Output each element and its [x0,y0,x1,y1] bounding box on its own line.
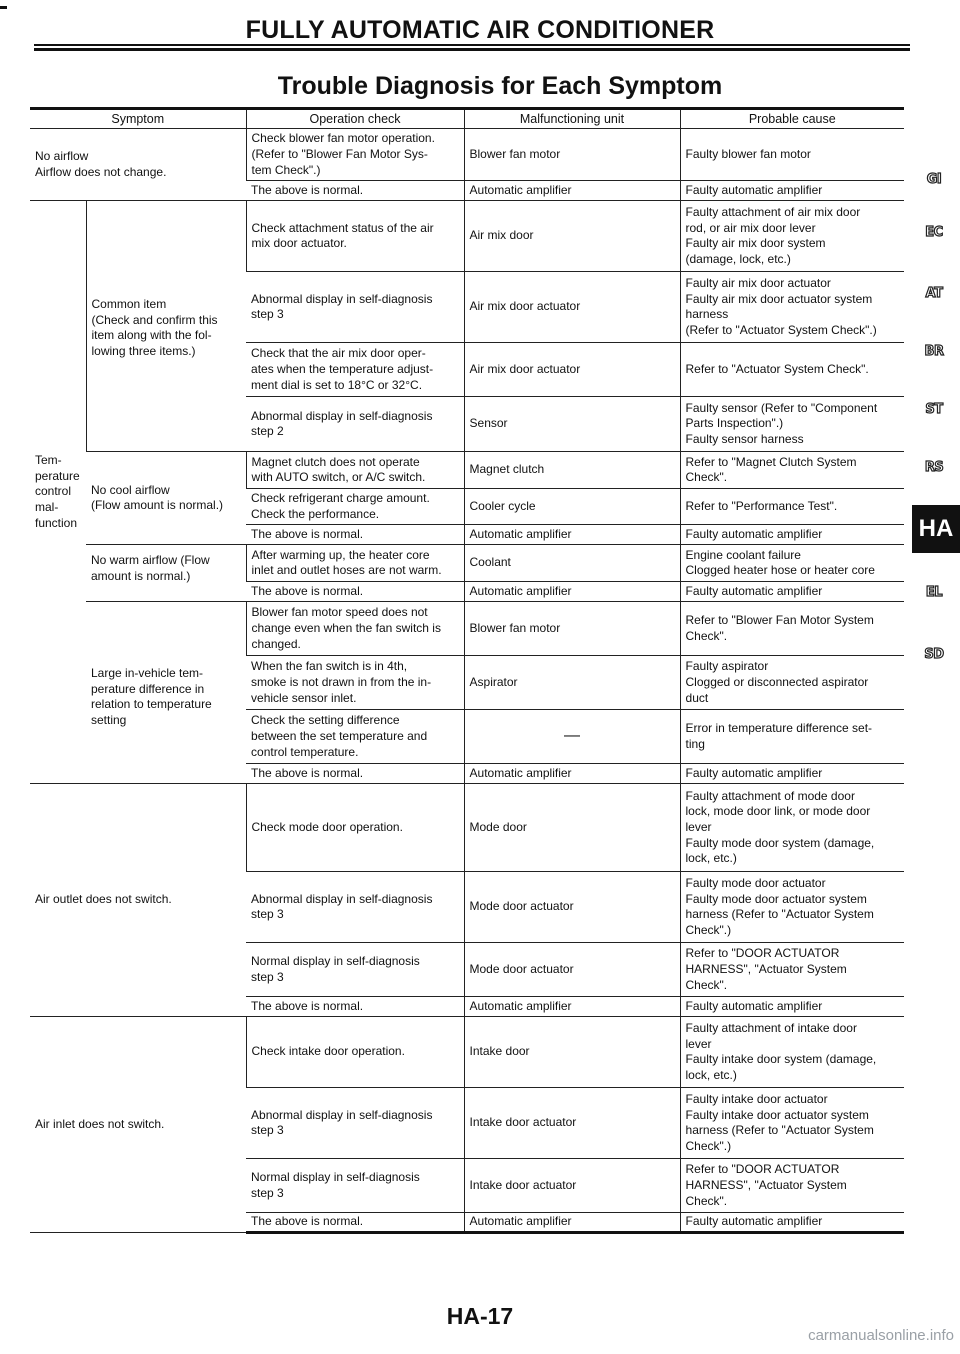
malfunctioning-unit-cell: Magnet clutch [464,452,680,489]
page-number: HA-17 [446,1303,514,1329]
operation-check-cell: The above is normal. [246,1213,464,1233]
operation-check-cell: Magnet clutch does not operate with AUTO switch, or A/C switch. [246,452,464,489]
operation-check-cell: Check attachment status of the air mix door actuator. [246,201,464,272]
tab-at[interactable]: AT [925,286,943,301]
malfunctioning-unit-cell: Intake door actuator [464,1088,680,1159]
probable-cause-cell: Refer to "Actuator System Check". [680,343,904,397]
malfunctioning-unit-cell: Automatic amplifier [464,997,680,1017]
probable-cause-cell: Refer to "Blower Fan Motor System Check". [680,602,904,656]
operation-check-cell: After warming up, the heater core inlet and outlet hoses are not warm. [246,545,464,582]
table-row [30,602,904,656]
malfunctioning-unit-cell: Automatic amplifier [464,764,680,784]
probable-cause-cell: Faulty automatic amplifier [680,997,904,1017]
malfunctioning-unit-cell: Sensor [464,397,680,452]
symptom-air-inlet: Air inlet does not switch. [30,1017,246,1233]
malfunctioning-unit-cell: Automatic amplifier [464,181,680,201]
malfunctioning-unit-cell: Blower fan motor [464,129,680,181]
tab-br[interactable]: BR [924,344,944,359]
malfunctioning-unit-cell: Mode door [464,784,680,872]
column-header-malfunctioning-unit: Malfunctioning unit [464,109,680,129]
operation-check-cell: Check refrigerant charge amount. Check the performance. [246,489,464,525]
probable-cause-cell: Refer to "DOOR ACTUATOR HARNESS", "Actuator System Check". [680,943,904,997]
probable-cause-cell: Faulty automatic amplifier [680,181,904,201]
probable-cause-cell: Error in temperature difference set- ting [680,710,904,764]
column-header-probable-cause: Probable cause [680,109,904,129]
probable-cause-cell: Faulty automatic amplifier [680,525,904,545]
table-row [30,784,904,872]
malfunctioning-unit-cell: Automatic amplifier [464,1213,680,1233]
probable-cause-cell: Faulty aspirator Clogged or disconnected aspirator duct [680,656,904,710]
malfunctioning-unit-cell: Cooler cycle [464,489,680,525]
operation-check-cell: The above is normal. [246,582,464,602]
probable-cause-cell: Refer to "DOOR ACTUATOR HARNESS", "Actuator System Check". [680,1159,904,1213]
operation-check-cell: The above is normal. [246,997,464,1017]
operation-check-cell: Check the setting difference between the set temperature and control temperature. [246,710,464,764]
malfunctioning-unit-cell: Air mix door [464,201,680,272]
column-header-operation-check: Operation check [246,109,464,129]
probable-cause-cell: Engine coolant failure Clogged heater hose or heater core [680,545,904,582]
tab-sd[interactable]: SD [924,647,944,662]
operation-check-cell: Normal display in self-diagnosis step 3 [246,943,464,997]
probable-cause-cell: Faulty automatic amplifier [680,582,904,602]
tab-ec[interactable]: EC [925,225,943,240]
probable-cause-cell: Refer to "Magnet Clutch System Check". [680,452,904,489]
tab-st[interactable]: ST [925,402,943,417]
table-row [30,1017,904,1088]
operation-check-cell: The above is normal. [246,764,464,784]
operation-check-cell: Blower fan motor speed does not change even when the fan switch is changed. [246,602,464,656]
operation-check-cell: Abnormal display in self-diagnosis step 3 [246,872,464,943]
malfunctioning-unit-cell: Aspirator [464,656,680,710]
malfunctioning-unit-cell: — [464,710,680,764]
probable-cause-cell: Faulty air mix door actuator Faulty air mix door actuator system harness (Refer to "Actuator System Check".) [680,272,904,343]
tab-gi[interactable]: GI [926,172,942,187]
malfunctioning-unit-cell: Mode door actuator [464,943,680,997]
malfunctioning-unit-cell: Automatic amplifier [464,525,680,545]
operation-check-cell: When the fan switch is in 4th, smoke is not drawn in from the in- vehicle sensor inlet. [246,656,464,710]
column-header-symptom: Symptom [30,109,246,129]
table-row [30,452,904,489]
malfunctioning-unit-cell: Coolant [464,545,680,582]
probable-cause-cell: Faulty attachment of mode door lock, mode door link, or mode door lever Faulty mode door system (damage, lock, etc.) [680,784,904,872]
malfunctioning-unit-cell: Intake door actuator [464,1159,680,1213]
operation-check-cell: Abnormal display in self-diagnosis step 3 [246,272,464,343]
table-row [30,545,904,582]
symptom-temperature-control: Tem- perature control mal- function [30,201,86,784]
probable-cause-cell: Faulty sensor (Refer to "Component Parts Inspection".) Faulty sensor harness [680,397,904,452]
tab-el[interactable]: EL [925,585,943,600]
operation-check-cell: Abnormal display in self-diagnosis step 2 [246,397,464,452]
malfunctioning-unit-cell: Air mix door actuator [464,272,680,343]
symptom-no-warm-airflow: No warm airflow (Flow amount is normal.) [86,545,246,602]
page-header-title: FULLY AUTOMATIC AIR CONDITIONER [245,16,715,44]
malfunctioning-unit-cell: Air mix door actuator [464,343,680,397]
probable-cause-cell: Faulty attachment of intake door lever Faulty intake door system (damage, lock, etc.) [680,1017,904,1088]
trouble-diagnosis-table [30,107,904,1234]
probable-cause-cell: Faulty mode door actuator Faulty mode door actuator system harness (Refer to "Actuator System Check".) [680,872,904,943]
malfunctioning-unit-cell: Automatic amplifier [464,582,680,602]
header-rule [34,44,910,46]
malfunctioning-unit-cell: Blower fan motor [464,602,680,656]
probable-cause-cell: Refer to "Performance Test". [680,489,904,525]
probable-cause-cell: Faulty intake door actuator Faulty intake door actuator system harness (Refer to "Actuator System Check".) [680,1088,904,1159]
symptom-air-outlet: Air outlet does not switch. [30,784,246,1017]
operation-check-cell: The above is normal. [246,181,464,201]
malfunctioning-unit-cell: Intake door [464,1017,680,1088]
probable-cause-cell: Faulty automatic amplifier [680,764,904,784]
tab-ha-active[interactable]: HA [912,505,960,553]
header-rule-thick [34,48,910,51]
symptom-no-cool-airflow: No cool airflow (Flow amount is normal.) [86,452,246,545]
operation-check-cell: Check blower fan motor operation. (Refer to "Blower Fan Motor Sys- tem Check".) [246,129,464,181]
probable-cause-cell: Faulty attachment of air mix door rod, or air mix door lever Faulty air mix door system (damage, lock, etc.) [680,201,904,272]
operation-check-cell: Abnormal display in self-diagnosis step 3 [246,1088,464,1159]
malfunctioning-unit-cell: Mode door actuator [464,872,680,943]
probable-cause-cell: Faulty blower fan motor [680,129,904,181]
operation-check-cell: Normal display in self-diagnosis step 3 [246,1159,464,1213]
corner-mark [0,6,7,9]
tab-rs[interactable]: RS [924,460,944,475]
watermark: carmanualsonline.info [808,1327,954,1344]
table-header-row [30,109,904,129]
symptom-large-temperature-difference: Large in-vehicle tem- perature difference in relation to temperature setting [86,602,246,784]
symptom-common-item: Common item (Check and confirm this item along with the fol- lowing three items.) [86,201,246,452]
operation-check-cell: Check that the air mix door oper- ates when the temperature adjust- ment dial is set to 18°C or 32°C. [246,343,464,397]
operation-check-cell: Check mode door operation. [246,784,464,872]
probable-cause-cell: Faulty automatic amplifier [680,1213,904,1233]
section-title: Trouble Diagnosis for Each Symptom [277,72,723,100]
operation-check-cell: Check intake door operation. [246,1017,464,1088]
table-row [30,129,904,181]
table-row [30,201,904,272]
symptom-no-airflow: No airflow Airflow does not change. [30,129,246,201]
operation-check-cell: The above is normal. [246,525,464,545]
